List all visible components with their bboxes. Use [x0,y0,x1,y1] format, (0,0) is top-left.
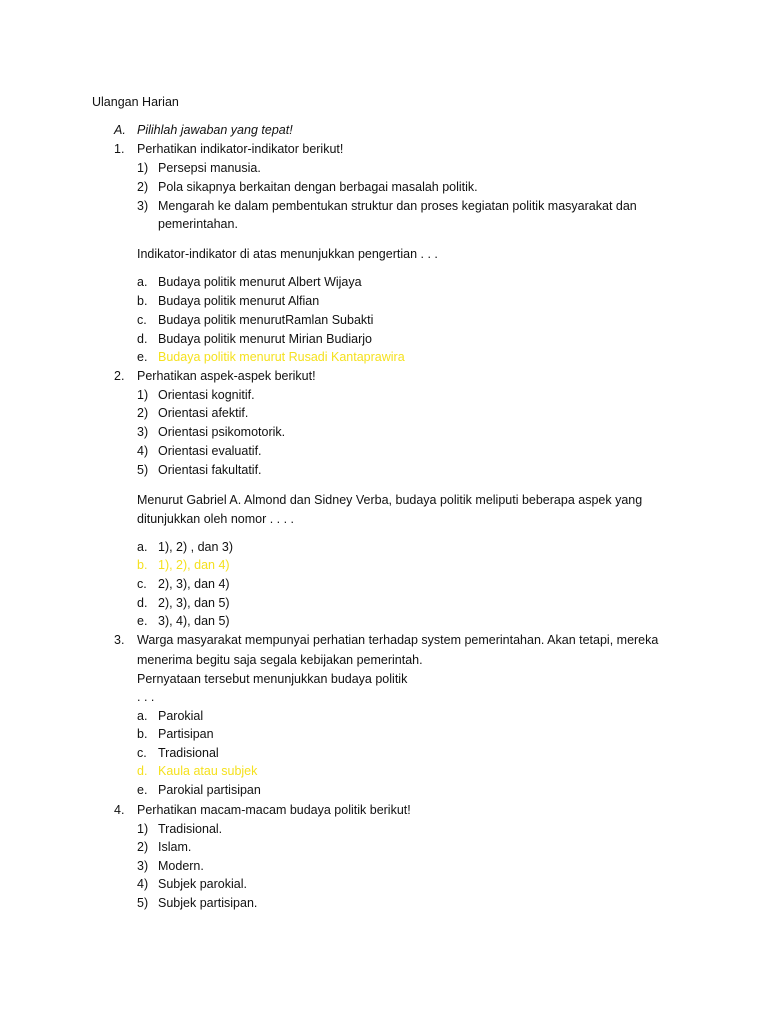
q4-item-number: 1) [137,822,149,836]
q3-number: 3. [114,633,125,647]
q1-option-letter: b. [137,294,148,308]
q2-option-text: 2), 3), dan 4) [158,577,230,591]
section-instruction: Pilihlah jawaban yang tepat! [137,123,293,137]
q1-item-number: 1) [137,161,149,175]
q1-item-text: Pola sikapnya berkaitan dengan berbagai masalah politik. [158,180,478,194]
q3-option-letter-highlighted: d. [137,764,148,778]
q4-item-number: 4) [137,877,149,891]
q2-item-text: Orientasi afektif. [158,406,249,420]
q3-option-text: Tradisional [158,746,219,760]
q2-stem: Perhatikan aspek-aspek berikut! [137,369,316,383]
q2-item-number: 2) [137,406,149,420]
q1-option-letter: e. [137,350,148,364]
q3-question: Pernyataan tersebut menunjukkan budaya politik [137,672,408,686]
q2-option-text: 3), 4), dan 5) [158,614,230,628]
q1-question: Indikator-indikator di atas menunjukkan pengertian . . . [137,247,438,261]
q2-option-letter: d. [137,596,148,610]
q4-item-number: 3) [137,859,149,873]
q3-answer-highlighted: Kaula atau subjek [158,764,258,778]
q2-option-letter-highlighted: b. [137,558,148,572]
q1-item-number: 2) [137,180,149,194]
q2-item-number: 3) [137,425,149,439]
q1-item-text: Persepsi manusia. [158,161,261,175]
q3-option-letter: b. [137,727,148,741]
q1-stem: Perhatikan indikator-indikator berikut! [137,142,344,156]
q3-option-letter: e. [137,783,148,797]
q2-answer-highlighted: 1), 2), dan 4) [158,558,230,572]
q2-item-text: Orientasi kognitif. [158,388,255,402]
q1-option-letter: c. [137,313,147,327]
q2-option-letter: a. [137,540,148,554]
q1-option-text: Budaya politik menurut Albert Wijaya [158,275,362,289]
q3-option-text: Parokial [158,709,204,723]
q2-item-text: Orientasi evaluatif. [158,444,262,458]
q4-item-text: Islam. [158,840,192,854]
q1-item-number: 3) [137,199,149,213]
q1-option-letter: d. [137,332,148,346]
q1-item-text: Mengarah ke dalam pembentukan struktur dan proses kegiatan politik masyarakat dan [158,199,637,213]
q1-option-text: Budaya politik menurut Mirian Budiarjo [158,332,372,346]
q3-option-letter: a. [137,709,148,723]
q3-option-letter: c. [137,746,147,760]
q2-question-continued: ditunjukkan oleh nomor . . . . [137,512,295,526]
q4-item-text: Subjek partisipan. [158,896,258,910]
q2-question: Menurut Gabriel A. Almond dan Sidney Verba, budaya politik meliputi beberapa aspek yang [137,493,643,507]
q2-option-letter: e. [137,614,148,628]
q2-option-text: 1), 2) , dan 3) [158,540,234,554]
q3-option-text: Parokial partisipan [158,783,261,797]
q4-item-number: 2) [137,840,149,854]
q1-option-text: Budaya politik menurut Alfian [158,294,320,308]
q1-option-text: Budaya politik menurutRamlan Subakti [158,313,374,327]
q3-option-text: Partisipan [158,727,214,741]
q1-answer-highlighted: Budaya politik menurut Rusadi Kantaprawira [158,350,405,364]
q4-number: 4. [114,803,125,817]
q4-item-text: Tradisional. [158,822,223,836]
document-title: Ulangan Harian [92,95,179,109]
q1-number: 1. [114,142,125,156]
q4-item-text: Modern. [158,859,204,873]
q2-item-text: Orientasi psikomotorik. [158,425,286,439]
q2-item-number: 4) [137,444,149,458]
q3-stem-continued: menerima begitu saja segala kebijakan pemerintah. [137,653,423,667]
q2-item-text: Orientasi fakultatif. [158,463,262,477]
q2-item-number: 1) [137,388,149,402]
q2-number: 2. [114,369,125,383]
q2-option-text: 2), 3), dan 5) [158,596,230,610]
q1-item-text-continued: pemerintahan. [158,217,238,231]
q3-question-ellipsis: . . . [137,690,155,704]
q4-stem: Perhatikan macam-macam budaya politik berikut! [137,803,411,817]
q4-item-number: 5) [137,896,149,910]
q4-item-text: Subjek parokial. [158,877,247,891]
q3-stem: Warga masyarakat mempunyai perhatian terhadap system pemerintahan. Akan tetapi, mereka [137,633,659,647]
q1-option-letter: a. [137,275,148,289]
q2-option-letter: c. [137,577,147,591]
section-marker: A. [114,123,126,137]
q2-item-number: 5) [137,463,149,477]
